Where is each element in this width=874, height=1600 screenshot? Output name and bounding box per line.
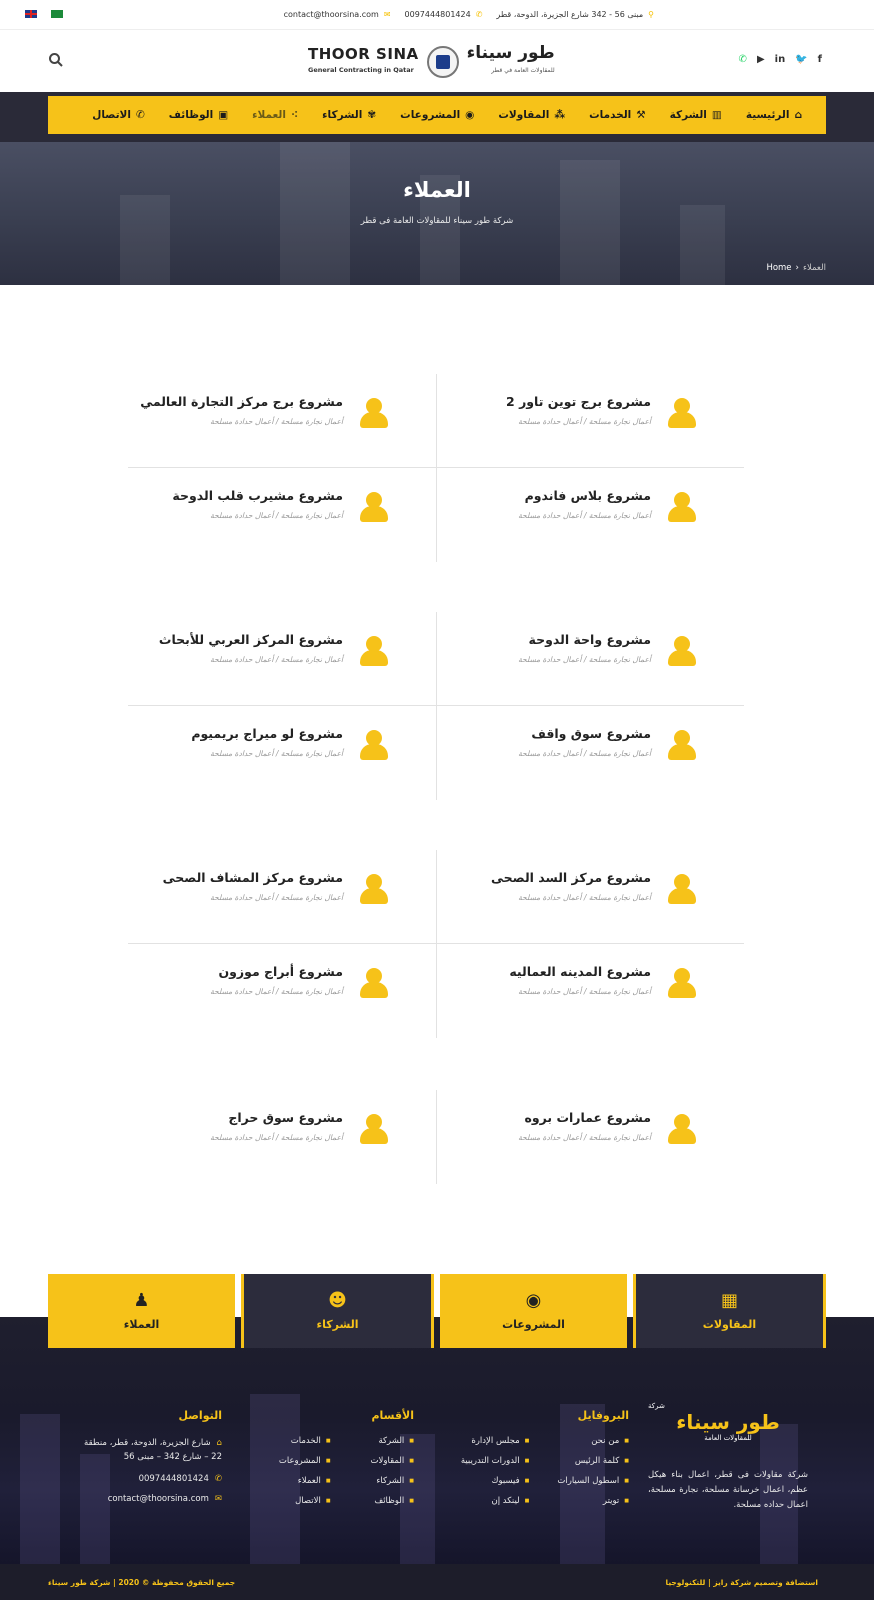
nav-item-contracting[interactable]: ⁂ المقاولات xyxy=(498,109,566,121)
arabic-flag-icon[interactable] xyxy=(51,10,63,18)
client-title: مشروع سوق حراج xyxy=(228,1110,343,1125)
client-subtitle: أعمال نجارة مسلحة / أعمال حدادة مسلحة xyxy=(210,749,343,758)
clients-block xyxy=(128,374,744,562)
clients-block xyxy=(128,1090,744,1184)
top-bar xyxy=(0,0,874,30)
footer-link[interactable]: ■ كلمة الرئيس xyxy=(557,1456,629,1466)
client-subtitle: أعمال نجارة مسلحة / أعمال حدادة مسلحة xyxy=(518,417,651,426)
sitemap-icon: ⁖ xyxy=(290,109,299,121)
nav-item-partners[interactable]: ✾ الشركاء xyxy=(322,109,377,121)
top-phone[interactable]: ✆0097444801424 xyxy=(404,10,483,19)
chevron-right-icon: › xyxy=(795,263,799,273)
footer-link[interactable]: ■ المقاولات xyxy=(371,1456,414,1466)
footer-about-text: شركة مقاولات فى قطر، اعمال بناء هيكل عظم، اعمال خرسانة مسلحة، نجارة مسلحة، اعمال حداده مسلحة. xyxy=(648,1470,808,1510)
youtube-icon[interactable]: ▶ xyxy=(756,54,765,65)
linkedin-icon[interactable]: in xyxy=(774,54,786,65)
clients-block xyxy=(128,612,744,800)
user-icon xyxy=(360,636,388,666)
users-icon: ☻ xyxy=(328,1289,347,1311)
client-card[interactable] xyxy=(436,374,736,468)
footer-link[interactable]: ■ الشركة xyxy=(371,1436,414,1446)
client-title: مشروع عمارات بروه xyxy=(524,1110,651,1125)
breadcrumb-home[interactable]: Home xyxy=(766,263,792,273)
nav-item-company[interactable]: ▥ الشركة xyxy=(669,109,722,121)
client-subtitle: أعمال نجارة مسلحة / أعمال حدادة مسلحة xyxy=(210,893,343,902)
footer-link[interactable]: ■ الوظائف xyxy=(371,1496,414,1506)
client-card[interactable] xyxy=(436,706,736,800)
footer-link[interactable]: ■ الخدمات xyxy=(279,1436,331,1446)
footer-link[interactable]: ■ الاتصال xyxy=(279,1496,331,1506)
footer-link-list xyxy=(279,1436,331,1516)
eye-icon: ◉ xyxy=(525,1289,542,1311)
footer-sections-column xyxy=(279,1409,414,1516)
page-hero xyxy=(0,142,874,285)
nav-item-projects[interactable]: ◉ المشروعات xyxy=(400,109,475,121)
envelope-icon: ✉ xyxy=(214,1494,222,1504)
user-icon xyxy=(668,968,696,998)
client-card[interactable] xyxy=(436,612,736,706)
client-title: مشروع سوق واقف xyxy=(531,726,651,741)
footer-link[interactable]: ■ مجلس الإدارة xyxy=(461,1436,530,1446)
home-icon: ⌂ xyxy=(794,109,802,121)
footer-link[interactable]: ■ تويتر xyxy=(557,1496,629,1506)
phone-icon: ✆ xyxy=(475,10,483,19)
client-subtitle: أعمال نجارة مسلحة / أعمال حدادة مسلحة xyxy=(518,1133,651,1142)
client-title: مشروع برج مركز التجارة العالمي xyxy=(140,394,343,409)
user-icon xyxy=(360,874,388,904)
hammer-icon: ⚒ xyxy=(636,109,646,121)
client-card[interactable] xyxy=(436,850,736,944)
footer-link[interactable]: ■ المشروعات xyxy=(279,1456,331,1466)
credit-text[interactable]: استضافة وتصميم شركة رايز | للتكنولوجيا xyxy=(665,1578,818,1587)
user-icon xyxy=(668,874,696,904)
site-header xyxy=(0,30,874,92)
footer-skyline-decoration xyxy=(20,1414,60,1564)
english-flag-icon[interactable] xyxy=(25,10,37,18)
client-card[interactable] xyxy=(436,944,736,1038)
client-title: مشروع مركز المشاف الصحى xyxy=(162,870,343,885)
footer-link[interactable]: ■ الدورات التدريبية xyxy=(461,1456,530,1466)
breadcrumb xyxy=(766,263,826,273)
client-card[interactable] xyxy=(436,468,736,562)
nav-wrapper xyxy=(0,92,874,142)
client-subtitle: أعمال نجارة مسلحة / أعمال حدادة مسلحة xyxy=(210,511,343,520)
footer-heading: الأقسام xyxy=(371,1409,414,1422)
client-title: مشروع برج توين تاور 2 xyxy=(506,394,651,409)
logo-english: THOOR SINA General Contracting in Qatar xyxy=(308,46,419,78)
client-subtitle: أعمال نجارة مسلحة / أعمال حدادة مسلحة xyxy=(518,749,651,758)
footer-heading: التواصل xyxy=(178,1409,222,1422)
hero-building-decoration xyxy=(280,142,350,285)
feature-boxes xyxy=(48,1274,826,1348)
envelope-icon: ✉ xyxy=(383,10,391,19)
hero-building-decoration xyxy=(120,195,170,285)
footer-profile-column xyxy=(461,1409,629,1516)
footer-link[interactable]: ■ من نحن xyxy=(557,1436,629,1446)
copyright-bar xyxy=(0,1564,874,1600)
breadcrumb-current: العملاء xyxy=(802,263,826,273)
footer-about xyxy=(648,1402,808,1513)
user-icon xyxy=(360,492,388,522)
user-icon xyxy=(360,730,388,760)
client-title: مشروع مركز السد الصحى xyxy=(490,870,651,885)
copyright-text: جميع الحقوق محفوظة © 2020 | شركة طور سيناء xyxy=(48,1578,236,1587)
whatsapp-icon[interactable]: ✆ xyxy=(738,54,747,65)
nav-item-services[interactable]: ⚒ الخدمات xyxy=(589,109,646,121)
box-partners[interactable]: ☻ الشركاء xyxy=(241,1274,434,1348)
footer-address: ⌂شارع الجزيرة، الدوحة، قطر، منطقة 22 – شارع 342 – مبنى 56 xyxy=(84,1438,222,1462)
user-icon xyxy=(668,730,696,760)
footer-link[interactable]: ■ فيسبوك xyxy=(461,1476,530,1486)
phone-icon: ✆ xyxy=(214,1474,222,1484)
box-projects[interactable]: ◉ المشروعات xyxy=(440,1274,627,1348)
logo-arabic: طور سيناء للمقاولات العامة في قطر xyxy=(467,44,555,80)
client-title: مشروع أبراج موزون xyxy=(218,964,343,979)
user-tie-icon: ♟ xyxy=(133,1289,150,1311)
footer-contact-column xyxy=(72,1409,222,1514)
client-title: مشروع واحة الدوحة xyxy=(528,632,651,647)
home-icon: ⌂ xyxy=(216,1438,222,1448)
footer-link-list xyxy=(371,1436,414,1516)
user-icon xyxy=(668,492,696,522)
cubes-icon: ⁂ xyxy=(554,109,566,121)
client-subtitle: أعمال نجارة مسلحة / أعمال حدادة مسلحة xyxy=(210,655,343,664)
building-icon: ▥ xyxy=(711,109,722,121)
client-title: مشروع بلاس فاندوم xyxy=(524,488,651,503)
site-logo[interactable] xyxy=(308,44,555,80)
footer-contact-list xyxy=(72,1436,222,1504)
footer-email[interactable]: ✉contact@thoorsina.com xyxy=(107,1494,222,1504)
user-icon xyxy=(668,398,696,428)
client-card[interactable] xyxy=(128,612,428,706)
page-subtitle: شركة طور سيناء للمقاولات العامة فى قطر xyxy=(360,216,514,226)
footer-link-list xyxy=(461,1436,530,1516)
top-email[interactable]: ✉contact@thoorsina.com xyxy=(283,10,391,19)
user-icon xyxy=(668,1114,696,1144)
client-subtitle: أعمال نجارة مسلحة / أعمال حدادة مسلحة xyxy=(518,511,651,520)
client-subtitle: أعمال نجارة مسلحة / أعمال حدادة مسلحة xyxy=(210,417,343,426)
page-title: العملاء xyxy=(403,178,471,202)
client-card[interactable] xyxy=(128,1090,428,1184)
footer-link[interactable]: ■ اسطول السيارات xyxy=(557,1476,629,1486)
client-subtitle: أعمال نجارة مسلحة / أعمال حدادة مسلحة xyxy=(518,987,651,996)
user-icon xyxy=(360,1114,388,1144)
client-card[interactable] xyxy=(128,944,428,1038)
nav-item-clients[interactable]: ⁖ العملاء xyxy=(252,109,299,121)
user-icon xyxy=(668,636,696,666)
partners-icon: ✾ xyxy=(367,109,377,121)
top-contact-info xyxy=(284,10,654,19)
clients-block xyxy=(128,850,744,1038)
client-card[interactable] xyxy=(128,468,428,562)
footer-link[interactable]: ■ العملاء xyxy=(279,1476,331,1486)
twitter-icon[interactable]: 🐦 xyxy=(795,54,808,65)
client-subtitle: أعمال نجارة مسلحة / أعمال حدادة مسلحة xyxy=(210,1133,343,1142)
eye-icon: ◉ xyxy=(465,109,475,121)
footer-heading: البروفايل xyxy=(577,1409,629,1422)
box-clients[interactable]: ♟ العملاء xyxy=(48,1274,235,1348)
phone-icon: ✆ xyxy=(135,109,145,121)
footer-link-list xyxy=(557,1436,629,1516)
main-nav xyxy=(48,96,826,134)
footer-link[interactable]: ■ الشركاء xyxy=(371,1476,414,1486)
footer-link[interactable]: ■ لينكد إن xyxy=(461,1496,530,1506)
nav-item-contact[interactable]: ✆ الاتصال xyxy=(92,109,145,121)
footer-logo[interactable]: شركة طور سيناء للمقاولات العامة xyxy=(648,1402,780,1442)
client-subtitle: أعمال نجارة مسلحة / أعمال حدادة مسلحة xyxy=(518,655,651,664)
map-marker-icon: ⚲ xyxy=(648,10,654,19)
social-links xyxy=(739,54,822,65)
site-footer xyxy=(0,1317,874,1564)
client-subtitle: أعمال نجارة مسلحة / أعمال حدادة مسلحة xyxy=(518,893,651,902)
logo-english-tagline: General Contracting in Qatar xyxy=(308,66,414,74)
logo-emblem-icon xyxy=(427,46,459,78)
client-title: مشروع لو ميراج بريميوم xyxy=(191,726,343,741)
box-contracting[interactable]: ▦ المقاولات xyxy=(633,1274,826,1348)
user-icon xyxy=(360,968,388,998)
footer-phone[interactable]: ✆0097444801424 xyxy=(138,1474,222,1484)
user-icon xyxy=(360,398,388,428)
client-card[interactable] xyxy=(128,374,428,468)
jobs-icon: ▣ xyxy=(218,109,229,121)
client-card[interactable] xyxy=(436,1090,736,1184)
client-card[interactable] xyxy=(128,706,428,800)
client-title: مشروع مشيرب قلب الدوحة xyxy=(172,488,343,503)
client-subtitle: أعمال نجارة مسلحة / أعمال حدادة مسلحة xyxy=(210,987,343,996)
client-title: مشروع المركز العربي للأبحاث xyxy=(158,632,343,647)
logo-arabic-tagline: للمقاولات العامة في قطر xyxy=(491,67,555,74)
search-icon[interactable] xyxy=(48,52,64,68)
language-switcher xyxy=(25,10,63,18)
building-icon: ▦ xyxy=(720,1289,738,1311)
client-card[interactable] xyxy=(128,850,428,944)
nav-item-jobs[interactable]: ▣ الوظائف xyxy=(168,109,229,121)
facebook-icon[interactable]: f xyxy=(817,54,822,65)
top-address: ⚲مبنى 56 - 342 شارع الجزيرة، الدوحة، قطر xyxy=(496,10,654,19)
nav-item-home[interactable]: ⌂ الرئيسية xyxy=(745,109,802,121)
client-title: مشروع المدينه العماليه xyxy=(509,964,651,979)
